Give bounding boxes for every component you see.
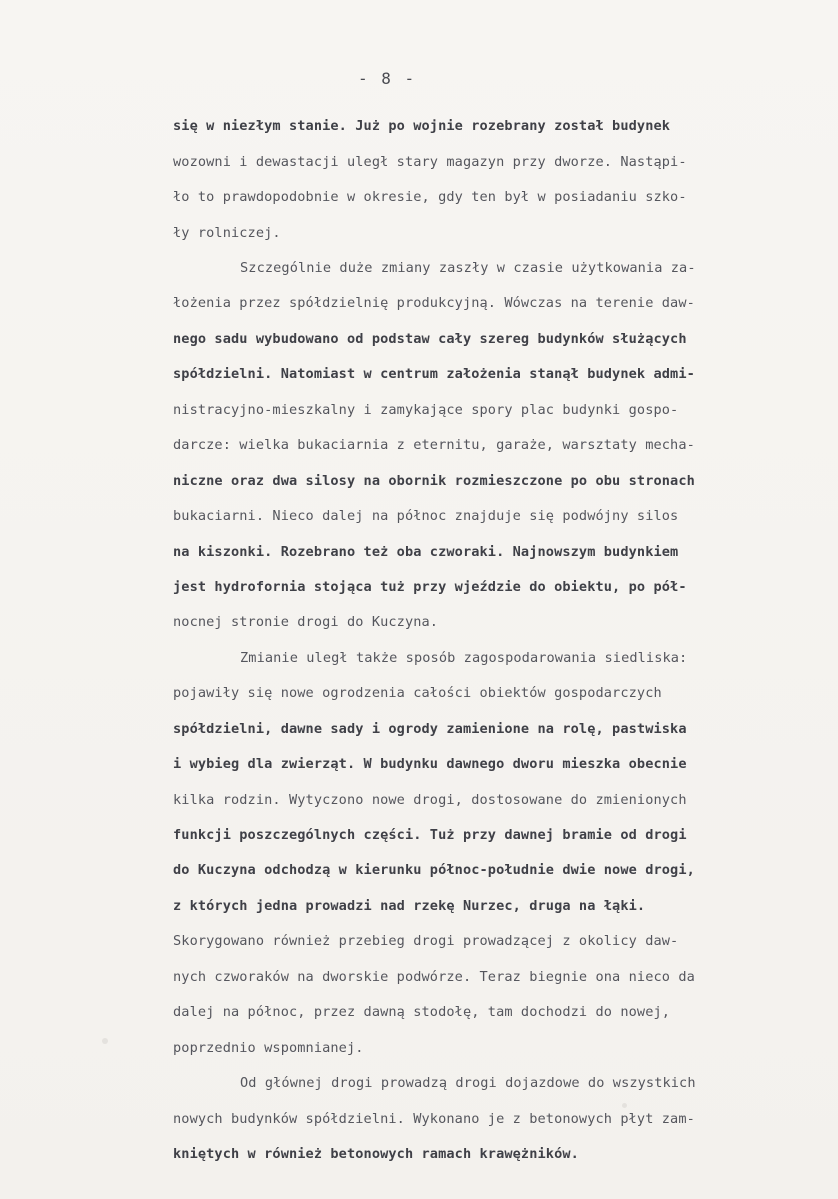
paragraph-3-line-10: nych czworaków na dworskie podwórze. Teraz biegnie ona nieco da (173, 969, 695, 985)
paragraph-2-line-4: spółdzielni. Natomiast w centrum założenia stanął budynek admi- (173, 366, 695, 382)
paragraph-1-line-4: ły rolniczej. (173, 225, 281, 241)
paragraph-2-line-5: nistracyjno-mieszkalny i zamykające spory plac budynki gospo- (173, 402, 679, 418)
paragraph-3-line-12: poprzednio wspomnianej. (173, 1040, 364, 1056)
paragraph-2-line-2: łożenia przez spółdzielnię produkcyjną. Wówczas na terenie daw- (173, 295, 695, 311)
paper-spot (622, 1103, 627, 1108)
paragraph-2-line-11: nocnej stronie drogi do Kuczyna. (173, 614, 439, 630)
paragraph-3-line-1: Zmianie uległ także sposób zagospodarowania siedliska: (240, 650, 688, 666)
paragraph-2-line-10: jest hydrofornia stojąca tuż przy wjeździe do obiektu, po pół- (173, 579, 687, 595)
paragraph-2-line-6: darcze: wielka bukaciarnia z eternitu, garaże, warsztaty mecha- (173, 437, 695, 453)
paragraph-3-line-7: do Kuczyna odchodzą w kierunku północ-południe dwie nowe drogi, (173, 862, 695, 878)
paragraph-2-line-9: na kiszonki. Rozebrano też oba czworaki. Najnowszym budynkiem (173, 544, 679, 560)
paragraph-1-line-1: się w niezłym stanie. Już po wojnie rozebrany został budynek (173, 118, 671, 134)
paragraph-2-line-8: bukaciarni. Nieco dalej na północ znajduje się podwójny silos (173, 508, 679, 524)
paragraph-3-line-3: spółdzielni, dawne sady i ogrody zamienione na rolę, pastwiska (173, 721, 687, 737)
paragraph-2-line-7: niczne oraz dwa silosy na obornik rozmieszczone po obu stronach (173, 473, 695, 489)
paragraph-4-line-1: Od głównej drogi prowadzą drogi dojazdowe do wszystkich (240, 1075, 696, 1091)
paragraph-3-line-9: Skorygowano również przebieg drogi prowadzącej z okolicy daw- (173, 933, 679, 949)
paragraph-1-line-3: ło to prawdopodobnie w okresie, gdy ten był w posiadaniu szko- (173, 189, 687, 205)
page-number: - 8 - (358, 69, 417, 88)
paragraph-3-line-6: funkcji poszczególnych części. Tuż przy dawnej bramie od drogi (173, 827, 687, 843)
paragraph-3-line-2: pojawiły się nowe ogrodzenia całości obiektów gospodarczych (173, 685, 662, 701)
paragraph-3-line-5: kilka rodzin. Wytyczono nowe drogi, dostosowane do zmienionych (173, 792, 687, 808)
paragraph-1-line-2: wozowni i dewastacji uległ stary magazyn przy dworze. Nastąpi- (173, 154, 687, 170)
paragraph-3-line-4: i wybieg dla zwierząt. W budynku dawnego dworu mieszka obecnie (173, 756, 687, 772)
paragraph-2-line-1: Szczególnie duże zmiany zaszły w czasie użytkowania za- (240, 260, 696, 276)
paragraph-3-line-8: z których jedna prowadzi nad rzekę Nurzec, druga na łąki. (173, 898, 646, 914)
paragraph-3-line-11: dalej na północ, przez dawną stodołę, tam dochodzi do nowej, (173, 1004, 671, 1020)
paragraph-4-line-2: nowych budynków spółdzielni. Wykonano je z betonowych płyt zam- (173, 1111, 695, 1127)
paper-spot (102, 1038, 108, 1044)
paragraph-2-line-3: nego sadu wybudowano od podstaw cały szereg budynków służących (173, 331, 687, 347)
paragraph-4-line-3: kniętych w również betonowych ramach krawężników. (173, 1146, 579, 1162)
